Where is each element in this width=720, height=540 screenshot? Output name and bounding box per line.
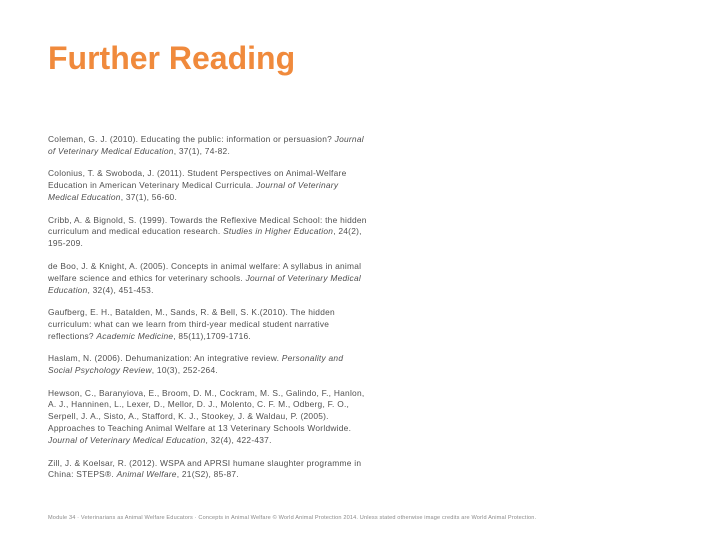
reference-item: Colonius, T. & Swoboda, J. (2011). Student Perspectives on Animal-Welfare Education in American Veterinary Medical Curricula. Journal of Veterinary Medical Education, 37(1), 56-60. <box>48 168 347 203</box>
reference-item: Hewson, C., Baranyiova, E., Broom, D. M., Cockram, M. S., Galindo, F., Hanlon, A. J., Hanninen, L., Lexer, D., Mellor, D. J., Molento, C. F. M., Odberg, F. O., Serpell, J. A., Sisto, A., Stafford, K. J., Stookey, J. & Waldau, P. (2005). Approaches to Teaching Animal Welfare at 13 Veterinary Schools Worldwide. Journal of Veterinary Medical Education, 32(4), 422-437. <box>48 387 365 446</box>
reference-item: Gaufberg, E. H., Batalden, M., Sands, R. & Bell, S. K.(2010). The hidden curriculum: what can we learn from third-year medical student narrative reflections? Academic Medicine, 85(11),1709-1716. <box>48 306 335 341</box>
reference-item: Cribb, A. & Bignold, S. (1999). Towards the Reflexive Medical School: the hidden curriculum and medical education research. Studies in Higher Education, 24(2), 195-209. <box>48 214 367 249</box>
slide-title: Further Reading <box>48 40 296 76</box>
slide-footer: Module 34 · Veterinarians as Animal Welfare Educators · Concepts in Animal Welfare © World Animal Protection 2014. Unless stated otherwise image credits are World Animal Protection. <box>48 515 537 521</box>
reference-item: Zill, J. & Koelsar, R. (2012). WSPA and APRSI humane slaughter programme in China: STEPS®. Animal Welfare, 21(S2), 85-87. <box>48 457 362 480</box>
reference-item: Coleman, G. J. (2010). Educating the public: information or persuasion? Journal of Veterinary Medical Education, 37(1), 74-82. <box>48 134 364 156</box>
reference-item: Haslam, N. (2006). Dehumanization: An integrative review. Personality and Social Psychology Review, 10(3), 252-264. <box>48 353 344 376</box>
reference-item: de Boo, J. & Knight, A. (2005). Concepts in animal welfare: A syllabus in animal welfare science and ethics for veterinary schools. Journal of Veterinary Medical Education, 32(4), 451-453. <box>48 260 362 295</box>
reference-list <box>48 134 368 492</box>
